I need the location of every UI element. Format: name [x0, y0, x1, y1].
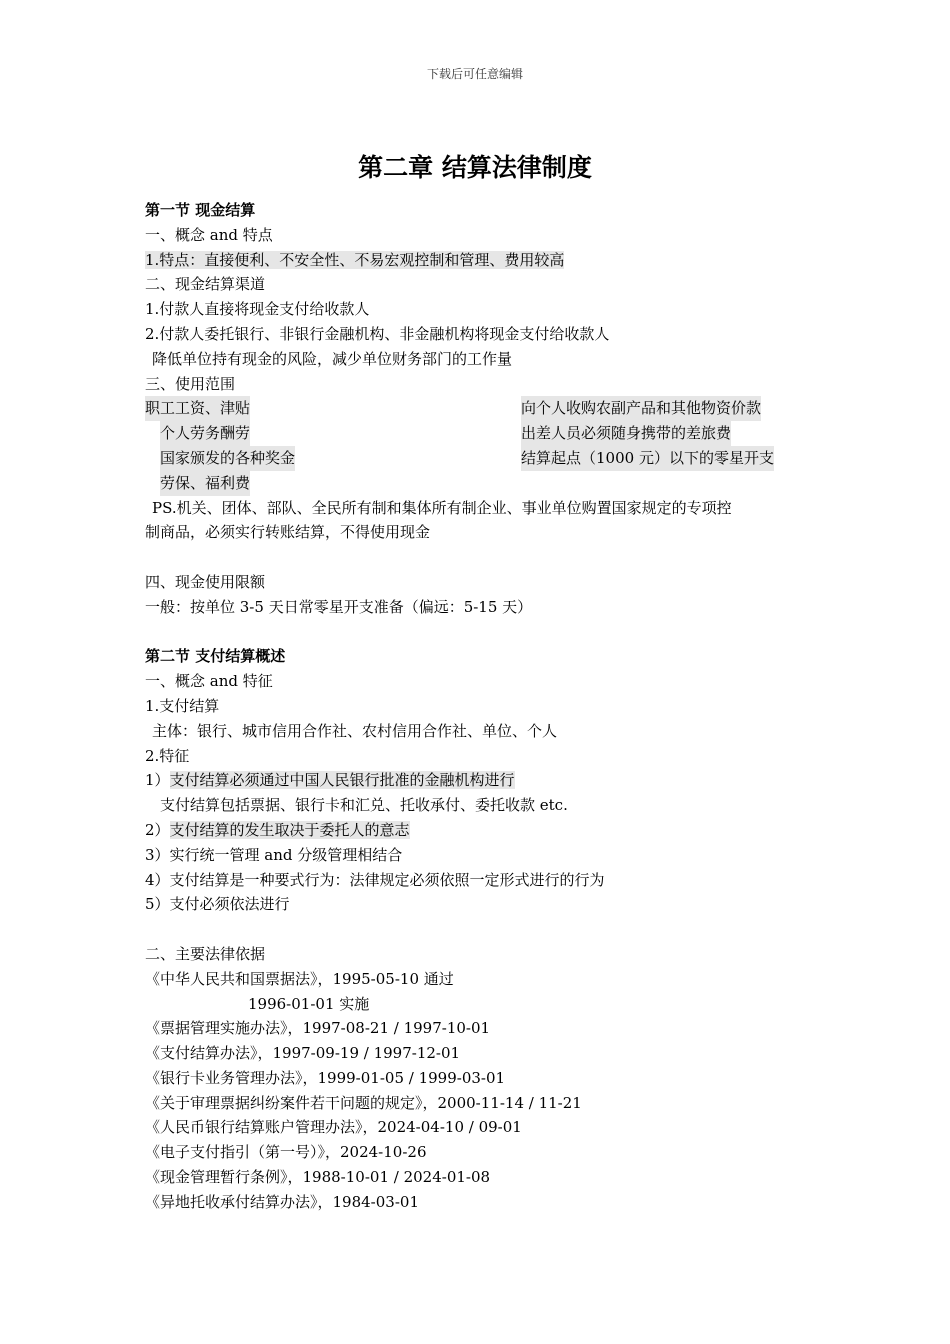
law-item: 《票据管理实施办法》，1997-08-21 / 1997-10-01	[145, 1019, 491, 1038]
law-item: 《电子支付指引（第一号）》，2024-10-26	[145, 1143, 427, 1162]
feature-item: 4）支付结算是一种要式行为：法律规定必须依照一定形式进行的行为	[145, 870, 605, 889]
scope-row	[145, 421, 825, 446]
page-header: 下载后可任意编辑	[426, 67, 523, 81]
paragraph: 一、概念 and 特点	[145, 225, 273, 244]
law-item: 《关于审理票据纠纷案件若干问题的规定》，2000-11-14 / 11-21	[145, 1093, 582, 1112]
feature-item: 1）支付结算必须通过中国人民银行批准的金融机构进行	[145, 771, 515, 790]
chapter-title: 第二章 结算法律制度	[358, 153, 592, 182]
law-item: 《人民币银行结算账户管理办法》，2024-04-10 / 09-01	[145, 1118, 522, 1137]
paragraph: 二、现金结算渠道	[145, 275, 266, 294]
section-1-heading: 第一节 现金结算	[145, 201, 256, 219]
paragraph: 1.支付结算	[145, 696, 220, 715]
paragraph: 二、主要法律依据	[145, 944, 266, 963]
law-item: 《支付结算办法》，1997-09-19 / 1997-12-01	[145, 1044, 461, 1063]
scope-item: 职工工资、津贴	[145, 396, 250, 421]
scope-row	[145, 396, 825, 421]
scope-item: 国家颁发的各种奖金	[160, 446, 295, 471]
highlighted-text: 1.特点：直接便利、不安全性、不易宏观控制和管理、费用较高	[145, 250, 565, 269]
ps-note-line-1: PS.机关、团体、部队、全民所有制和集体所有制企业、事业单位购置国家规定的专项控	[152, 498, 732, 517]
document-body	[145, 198, 825, 1215]
scope-item: 出差人员必须随身携带的差旅费	[521, 421, 731, 446]
paragraph: 三、使用范围	[145, 374, 236, 393]
law-item: 《银行卡业务管理办法》，1999-01-05 / 1999-03-01	[145, 1068, 506, 1087]
paragraph: 四、现金使用限额	[145, 572, 266, 591]
paragraph: 2.付款人委托银行、非银行金融机构、非金融机构将现金支付给收款人	[145, 324, 610, 343]
feature-item: 3）实行统一管理 and 分级管理相结合	[145, 845, 403, 864]
paragraph: 一般：按单位 3-5 天日常零星开支准备（偏远：5-15 天）	[145, 597, 533, 616]
scope-item: 劳保、福利费	[160, 471, 250, 496]
scope-item: 结算起点（1000 元）以下的零星开支	[521, 446, 774, 471]
scope-item: 向个人收购农副产品和其他物资价款	[521, 396, 761, 421]
scope-item: 个人劳务酬劳	[160, 421, 250, 446]
paragraph: 支付结算包括票据、银行卡和汇兑、托收承付、委托收款 etc.	[160, 796, 568, 815]
law-item: 《现金管理暂行条例》，1988-10-01 / 2024-01-08	[145, 1168, 491, 1187]
feature-item: 2）支付结算的发生取决于委托人的意志	[145, 820, 410, 839]
ps-note-line-2: 制商品，必须实行转账结算，不得使用现金	[145, 523, 431, 542]
feature-item: 5）支付必须依法进行	[145, 895, 290, 914]
paragraph: 主体：银行、城市信用合作社、农村信用合作社、单位、个人	[152, 721, 558, 740]
highlighted-text: 支付结算必须通过中国人民银行批准的金融机构进行	[169, 771, 515, 790]
law-item: 《异地托收承付结算办法》，1984-03-01	[145, 1192, 419, 1211]
paragraph: 降低单位持有现金的风险，减少单位财务部门的工作量	[152, 349, 513, 368]
paragraph: 2.特征	[145, 746, 190, 765]
section-2-heading: 第二节 支付结算概述	[145, 647, 286, 666]
highlighted-text: 支付结算的发生取决于委托人的意志	[169, 820, 410, 839]
law-item: 《中华人民共和国票据法》，1995-05-10 通过	[145, 969, 454, 988]
scope-row	[145, 446, 825, 471]
scope-row	[145, 471, 825, 496]
paragraph: 1.付款人直接将现金支付给收款人	[145, 300, 370, 319]
paragraph: 一、概念 and 特征	[145, 672, 273, 691]
law-item: 1996-01-01 实施	[248, 994, 370, 1013]
